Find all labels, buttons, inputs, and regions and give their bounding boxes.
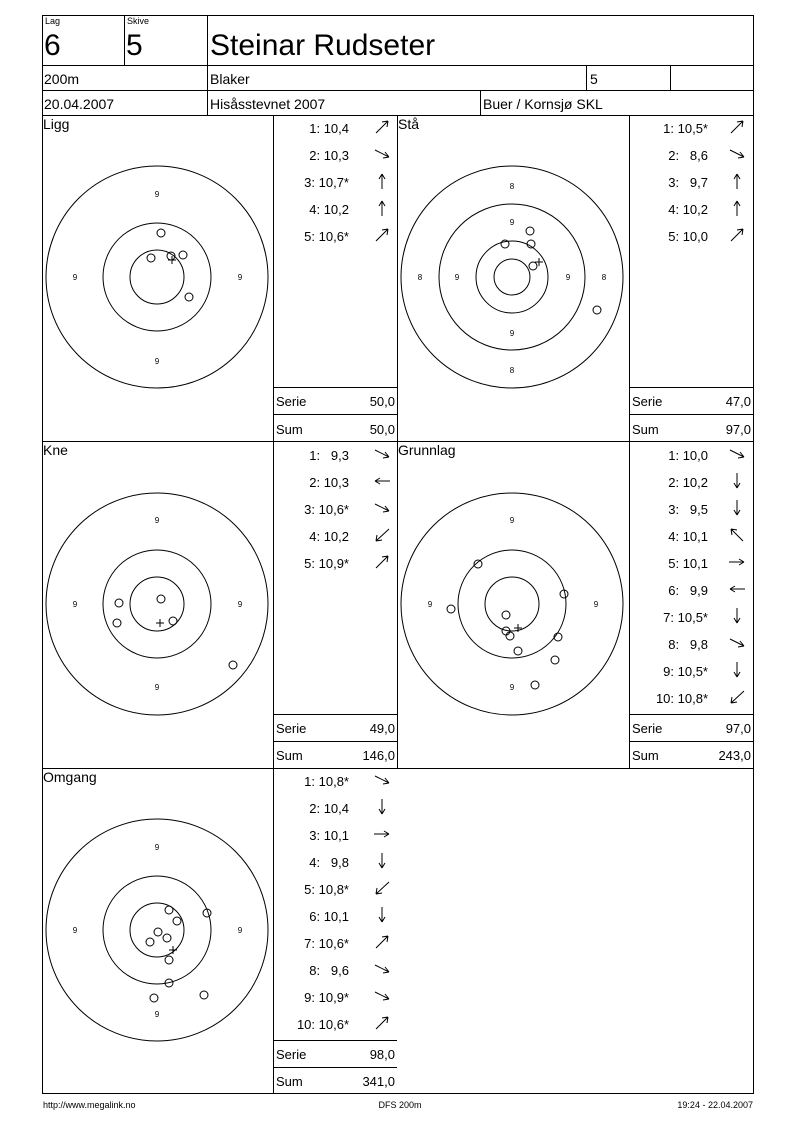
shot-direction-arrow-icon (373, 798, 391, 816)
shot-score: 9: 10,5* (663, 664, 708, 679)
shot-score: 4: 10,2 (668, 202, 708, 217)
ring-label: 9 (509, 683, 515, 692)
shot-direction-arrow-icon (373, 933, 391, 951)
shot-row (273, 502, 397, 529)
serie-value: 49,0 (369, 721, 395, 736)
shot-row (273, 990, 397, 1017)
shot-row (273, 175, 397, 202)
shot-hole (165, 906, 173, 914)
shot-score: 3: 10,1 (309, 828, 349, 843)
shot-direction-arrow-icon (373, 445, 391, 463)
ring-label: 9 (237, 926, 243, 935)
ring-label: 9 (154, 683, 160, 692)
shot-row (629, 583, 754, 610)
shot-score: 1: 10,0 (668, 448, 708, 463)
shot-score: 4: 10,2 (309, 202, 349, 217)
shot-score: 7: 10,5* (663, 610, 708, 625)
shot-hole (146, 938, 154, 946)
shot-direction-arrow-icon (373, 906, 391, 924)
shot-score: 4: 9,8 (309, 855, 349, 870)
shot-row (629, 529, 754, 556)
shot-direction-arrow-icon (728, 226, 746, 244)
shot-row (629, 610, 754, 637)
shot-row (273, 529, 397, 556)
shot-direction-arrow-icon (728, 199, 746, 217)
ring-label: 9 (237, 600, 243, 609)
shot-score: 1: 10,8* (304, 774, 349, 789)
shot-hole (173, 917, 181, 925)
shot-score: 6: 10,1 (309, 909, 349, 924)
ring-label: 9 (509, 218, 515, 227)
club: Blaker (210, 71, 250, 87)
shot-direction-arrow-icon (728, 172, 746, 190)
distance: 200m (44, 71, 80, 87)
shot-row (273, 121, 397, 148)
shot-row (273, 963, 397, 990)
shot-score: 10: 10,6* (296, 1017, 349, 1032)
shot-hole (150, 994, 158, 1002)
shot-score: 5: 10,0 (668, 229, 708, 244)
center-mark (169, 946, 177, 954)
ring-label: 9 (154, 190, 160, 199)
shot-row (273, 828, 397, 855)
sum-value: 97,0 (725, 422, 751, 437)
shot-row (629, 502, 754, 529)
shot-direction-arrow-icon (373, 118, 391, 136)
ring-label: 9 (72, 273, 78, 282)
shot-direction-arrow-icon (373, 1014, 391, 1032)
shot-row (273, 475, 397, 502)
shot-direction-arrow-icon (373, 960, 391, 978)
shot-score: 4: 10,2 (309, 529, 349, 544)
shot-direction-arrow-icon (373, 825, 391, 843)
shot-score: 2: 10,3 (309, 475, 349, 490)
ring-label: 9 (593, 600, 599, 609)
ring-label: 9 (154, 843, 160, 852)
footer-url[interactable]: http://www.megalink.no (43, 1100, 136, 1110)
shot-row (273, 801, 397, 828)
shot-direction-arrow-icon (728, 688, 746, 706)
shot-score: 5: 10,6* (304, 229, 349, 244)
ring-label: 9 (454, 273, 460, 282)
shot-direction-arrow-icon (728, 118, 746, 136)
shot-score: 5: 10,1 (668, 556, 708, 571)
shot-score: 7: 10,6* (304, 936, 349, 951)
shot-direction-arrow-icon (373, 472, 391, 490)
shot-row (629, 691, 754, 718)
ring-label: 8 (601, 273, 607, 282)
ring-label: 8 (509, 182, 515, 191)
sum-value: 50,0 (369, 422, 395, 437)
shot-row (629, 121, 754, 148)
ring-label: 9 (154, 357, 160, 366)
shot-score: 1: 10,5* (663, 121, 708, 136)
sum-label: Sum (276, 748, 303, 763)
shot-hole (200, 991, 208, 999)
shot-row (273, 936, 397, 963)
sum-label: Sum (276, 422, 303, 437)
ring-label: 9 (72, 926, 78, 935)
serie-value: 50,0 (369, 394, 395, 409)
shot-row (273, 855, 397, 882)
shot-direction-arrow-icon (728, 607, 746, 625)
serie-label: Serie (632, 721, 663, 736)
shot-direction-arrow-icon (728, 580, 746, 598)
event-name: Hisåsstevnet 2007 (210, 96, 326, 112)
shot-score: 3: 9,5 (668, 502, 708, 517)
shot-row (273, 148, 397, 175)
shot-score: 3: 10,6* (304, 502, 349, 517)
shot-direction-arrow-icon (373, 553, 391, 571)
shot-direction-arrow-icon (373, 987, 391, 1005)
ring-label: 8 (509, 366, 515, 375)
shot-direction-arrow-icon (373, 226, 391, 244)
shot-row (629, 664, 754, 691)
shot-score: 6: 9,9 (668, 583, 708, 598)
shot-score: 1: 10,4 (309, 121, 349, 136)
shot-direction-arrow-icon (373, 199, 391, 217)
shot-row (629, 448, 754, 475)
serie-value: 47,0 (725, 394, 751, 409)
ring-label: 9 (565, 273, 571, 282)
shot-direction-arrow-icon (373, 526, 391, 544)
shot-score: 2: 10,3 (309, 148, 349, 163)
skive-label: Skive (127, 16, 150, 26)
ring-label: 9 (509, 329, 515, 338)
shot-score: 8: 9,6 (309, 963, 349, 978)
shot-row (273, 448, 397, 475)
location: Buer / Kornsjø SKL (483, 96, 603, 112)
shot-row (629, 202, 754, 229)
class: 5 (590, 71, 598, 87)
shot-direction-arrow-icon (728, 472, 746, 490)
shot-score: 2: 10,4 (309, 801, 349, 816)
lag-value: 6 (44, 29, 61, 62)
serie-label: Serie (632, 394, 663, 409)
shot-score: 2: 8,6 (668, 148, 708, 163)
shot-score: 3: 10,7* (304, 175, 349, 190)
ring-label: 9 (154, 516, 160, 525)
serie-label: Serie (276, 721, 307, 736)
shot-score: 1: 9,3 (309, 448, 349, 463)
shot-hole (165, 956, 173, 964)
shot-direction-arrow-icon (373, 145, 391, 163)
serie-label: Serie (276, 394, 307, 409)
shot-row (629, 556, 754, 583)
date: 20.04.2007 (44, 96, 115, 112)
shot-direction-arrow-icon (373, 172, 391, 190)
shot-direction-arrow-icon (728, 553, 746, 571)
shot-row (273, 909, 397, 936)
shot-row (273, 882, 397, 909)
shot-row (629, 175, 754, 202)
lag-label: Lag (45, 16, 61, 26)
shot-row (273, 774, 397, 801)
shot-hole (154, 928, 162, 936)
sum-label: Sum (632, 422, 659, 437)
shot-score: 2: 10,2 (668, 475, 708, 490)
panel-title-ligg: Ligg (43, 116, 70, 132)
serie-value: 97,0 (725, 721, 751, 736)
ring-label: 9 (72, 600, 78, 609)
shot-score: 10: 10,8* (655, 691, 708, 706)
shot-direction-arrow-icon (373, 771, 391, 789)
shot-row (629, 229, 754, 256)
panel-title-sta: Stå (398, 116, 420, 132)
shot-direction-arrow-icon (373, 879, 391, 897)
ring-label: 8 (417, 273, 423, 282)
sum-value: 146,0 (362, 748, 395, 763)
ring-label: 9 (509, 516, 515, 525)
serie-value: 98,0 (369, 1047, 395, 1062)
shot-score: 9: 10,9* (304, 990, 349, 1005)
shot-row (629, 637, 754, 664)
ring-label: 9 (427, 600, 433, 609)
sum-label: Sum (276, 1074, 303, 1089)
shot-row (629, 148, 754, 175)
sum-value: 341,0 (362, 1074, 395, 1089)
serie-label: Serie (276, 1047, 307, 1062)
panel-title-kne: Kne (43, 442, 68, 458)
shot-direction-arrow-icon (728, 145, 746, 163)
shot-row (273, 556, 397, 583)
shot-hole (163, 934, 171, 942)
skive-value: 5 (126, 29, 143, 62)
shot-direction-arrow-icon (373, 499, 391, 517)
shot-row (273, 202, 397, 229)
shot-direction-arrow-icon (728, 526, 746, 544)
shot-row (273, 1017, 397, 1044)
sum-label: Sum (632, 748, 659, 763)
footer-program: DFS 200m (378, 1100, 422, 1110)
shot-score: 5: 10,9* (304, 556, 349, 571)
panel-title-grunnlag: Grunnlag (398, 442, 456, 458)
shot-direction-arrow-icon (728, 661, 746, 679)
ring-label: 9 (237, 273, 243, 282)
sum-value: 243,0 (718, 748, 751, 763)
shot-row (273, 229, 397, 256)
shot-score: 3: 9,7 (668, 175, 708, 190)
shooter-name: Steinar Rudseter (210, 29, 436, 62)
ring-label: 9 (154, 1010, 160, 1019)
shot-direction-arrow-icon (728, 634, 746, 652)
shot-direction-arrow-icon (728, 445, 746, 463)
shot-score: 5: 10,8* (304, 882, 349, 897)
shot-direction-arrow-icon (728, 499, 746, 517)
shot-direction-arrow-icon (373, 852, 391, 870)
panel-title-omgang: Omgang (43, 769, 97, 785)
footer-timestamp: 19:24 - 22.04.2007 (677, 1100, 753, 1110)
shot-score: 4: 10,1 (668, 529, 708, 544)
shot-score: 8: 9,8 (668, 637, 708, 652)
shot-row (629, 475, 754, 502)
